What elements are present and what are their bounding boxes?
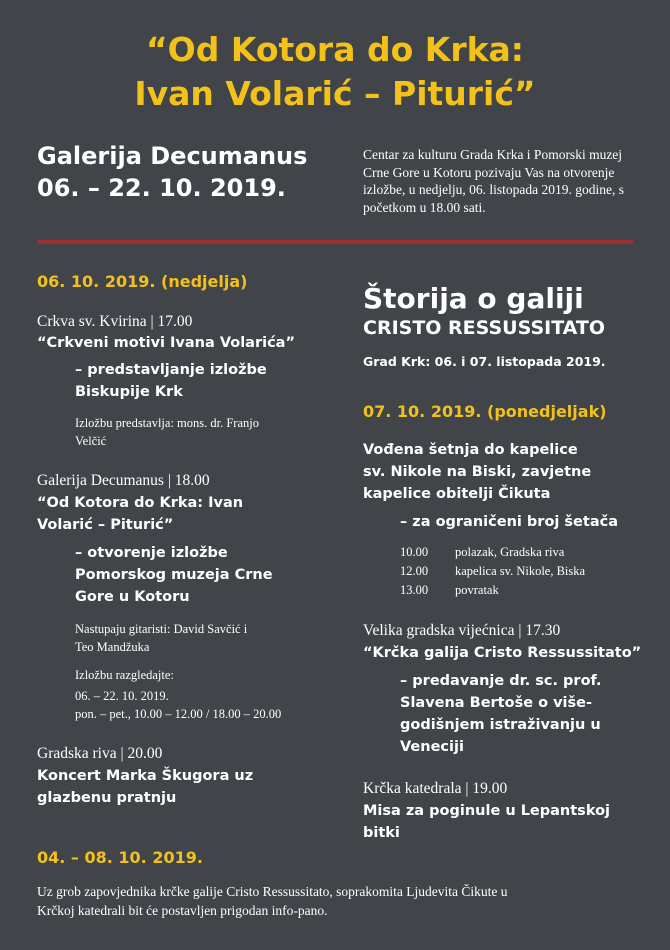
walk-title-3: kapelice obitelji Čikuta [363,486,551,502]
walk-title-1: Vođena šetnja do kapelice [363,442,578,458]
event1-title: “Crkveni motivi Ivana Volarića” [37,335,295,351]
footer-line-2: Krčkoj katedrali bit će postavljen prigodan info-pano. [37,903,328,918]
date-heading-07-10: 07. 10. 2019. (ponedjeljak) [363,402,607,421]
mass-title-1: Misa za poginule u Lepantskoj [363,803,611,819]
title-line-1: “Od Kotora do Krka: [145,30,525,69]
lecture-sub-1: – predavanje dr. sc. prof. [400,673,602,689]
schedule-text: povratak [455,583,499,597]
invitation-text: Centar za kulturu Grada Krka i Pomorski muzej Crne Gore u Kotoru pozivaju Vas na otvorenje izložbe, u nedjelju, 06. listopada 2019. godine, s početkom u 18.00 sati. [363,147,624,215]
date-heading-06-10: 06. 10. 2019. (nedjelja) [37,272,248,291]
walk-sub: – za ograničeni broj šetača [400,514,618,530]
schedule-time: 13.00 [400,583,429,597]
poster-title [0,28,670,116]
event2-sub-2: Pomorskog muzeja Crne [75,567,273,583]
event2-sub-1: – otvorenje izložbe [75,545,228,561]
lecture-venue: Velika gradska vijećnica | 17.30 [363,622,561,639]
walk-title-2: sv. Nikole na Biski, zavjetne [363,464,592,480]
mass-venue: Krčka katedrala | 19.00 [363,780,508,797]
lecture-sub-4: Veneciji [400,739,464,755]
gallery-name: Galerija Decumanus [37,142,308,170]
event3-venue: Gradska riva | 20.00 [37,745,163,762]
lecture-title: “Krčka galija Cristo Ressussitato” [363,645,642,661]
schedule-text: polazak, Gradska riva [455,545,565,559]
gallery-dates: 06. – 22. 10. 2019. [37,174,286,202]
event2-venue: Galerija Decumanus | 18.00 [37,472,210,489]
event2-note-1: Nastupaju gitaristi: David Savčić i [75,622,248,636]
event1-venue: Crkva sv. Kvirina | 17.00 [37,313,193,330]
storija-title: Štorija o galiji [363,282,584,315]
schedule-time: 10.00 [400,545,429,559]
event2-sub-3: Gore u Kotoru [75,589,190,605]
event2-note-2: Teo Mandžuka [75,640,150,654]
gallery-block [37,140,307,204]
schedule-text: kapelica sv. Nikole, Biska [455,564,586,578]
mass-title-2: bitki [363,825,400,841]
event3-title-2: glazbenu pratnju [37,790,177,806]
cristo-ressussitato-title: CRISTO RESSUSSITATO [363,317,606,339]
lecture-sub-2: Slavena Bertoše o više- [400,695,592,711]
date-heading-04-08-10: 04. – 08. 10. 2019. [37,848,203,867]
lecture-sub-3: godišnjem istraživanju u [400,717,601,733]
event1-note-1: Izložbu predstavlja: mons. dr. Franjo [75,416,259,430]
event2-note-4: 06. – 22. 10. 2019. [75,689,169,703]
event2-title-2: Volarić – Piturić” [37,517,174,533]
title-line-2: Ivan Volarić – Piturić” [134,74,536,113]
event1-sub-1: – predstavljanje izložbe [75,362,267,378]
schedule-time: 12.00 [400,564,429,578]
grad-krk-dates: Grad Krk: 06. i 07. listopada 2019. [363,354,606,369]
header-divider [37,240,633,244]
event2-note-5: pon. – pet., 10.00 – 12.00 / 18.00 – 20.00 [75,707,282,721]
event2-note-3: Izložbu razgledajte: [75,668,174,682]
footer-text [37,882,637,920]
event1-sub-2: Biskupije Krk [75,384,183,400]
event1-note-2: Velčić [75,434,107,448]
event2-title-1: “Od Kotora do Krka: Ivan [37,495,244,511]
event3-title-1: Koncert Marka Škugora uz [37,768,254,784]
footer-line-1: Uz grob zapovjednika krčke galije Cristo Ressussitato, soprakomita Ljudevita Čikute u [37,884,508,899]
